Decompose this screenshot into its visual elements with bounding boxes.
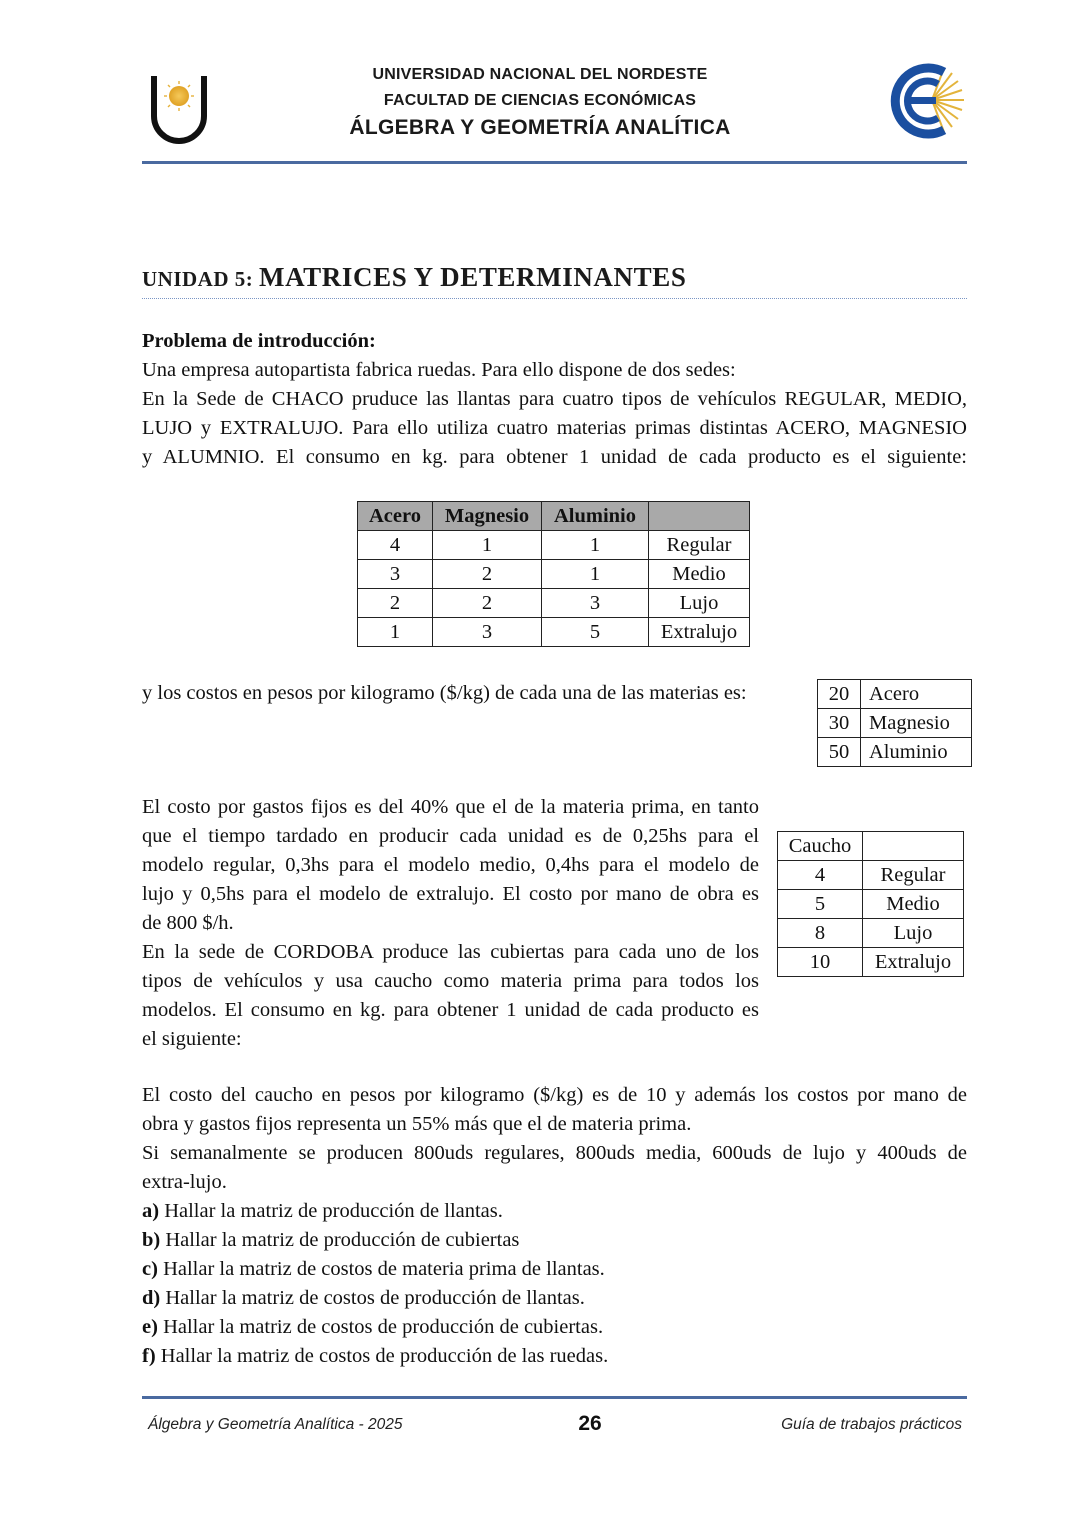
intro-line: Una empresa autopartista fabrica ruedas. Para ello dispone de dos sedes: <box>142 359 736 381</box>
table-cell: 1 <box>358 618 433 647</box>
closing-line: Si semanalmente se producen 800uds regulares, 800uds media, 600uds de lujo y 400uds de <box>142 1142 967 1164</box>
table-row <box>358 589 750 618</box>
table-cell: Medio <box>863 890 964 919</box>
question-item <box>142 1255 967 1284</box>
footer-left: Álgebra y Geometría Analítica - 2025 <box>148 1416 403 1433</box>
fixed-costs-line: En la sede de CORDOBA produce las cubiertas para cada uno de los <box>142 941 759 963</box>
table-cell: Lujo <box>649 589 750 618</box>
table-row <box>818 709 972 738</box>
intro-line: LUJO y EXTRALUJO. Para ello utiliza cuatro materias primas distintas ACERO, MAGNESIO <box>142 417 967 439</box>
table-cell: 10 <box>778 948 863 977</box>
table-cell: 4 <box>358 531 433 560</box>
fixed-costs-line: lujo y 0,5hs para el modelo de extralujo. El costo por mano de obra es <box>142 883 759 905</box>
table-cell: Medio <box>649 560 750 589</box>
costs-text: y los costos en pesos por kilogramo ($/kg) de cada una de las materias es: <box>142 682 747 704</box>
question-item <box>142 1284 967 1313</box>
table-header-row <box>358 502 750 531</box>
question-label: c) <box>142 1258 158 1280</box>
table-cell: 3 <box>358 560 433 589</box>
table-cell: 2 <box>358 589 433 618</box>
fce-sun-e-logo-icon <box>882 60 966 142</box>
table-cell: 3 <box>433 618 542 647</box>
question-text: Hallar la matriz de costos de materia prima de llantas. <box>163 1258 605 1280</box>
table-cell: 30 <box>818 709 861 738</box>
closing-line: extra-lujo. <box>142 1171 227 1193</box>
question-label: a) <box>142 1200 160 1222</box>
table-cell: 1 <box>542 531 649 560</box>
table-row <box>358 618 750 647</box>
table-cell: 3 <box>542 589 649 618</box>
fixed-costs-line: El costo por gastos fijos es del 40% que el de la materia prima, en tanto <box>142 796 759 818</box>
question-text: Hallar la matriz de producción de llantas. <box>164 1200 503 1222</box>
footer-divider <box>142 1396 967 1399</box>
table-cell: Acero <box>861 680 972 709</box>
table-header <box>649 502 750 531</box>
title-divider <box>142 298 967 299</box>
table-cell: 5 <box>542 618 649 647</box>
llantas-consumption-table <box>357 501 750 647</box>
table-cell: Regular <box>649 531 750 560</box>
question-label: b) <box>142 1229 161 1251</box>
table-cell: Lujo <box>863 919 964 948</box>
table-row <box>818 680 972 709</box>
table-cell: 1 <box>542 560 649 589</box>
unne-logo <box>148 72 210 148</box>
fixed-costs-line: modelo regular, 0,3hs para el modelo medio, 0,4hs para el modelo de <box>142 854 759 876</box>
material-costs-table <box>817 679 972 767</box>
unit-title <box>142 262 686 293</box>
table-row <box>818 738 972 767</box>
table-row <box>358 531 750 560</box>
table-cell: 4 <box>778 861 863 890</box>
question-text: Hallar la matriz de costos de producción de las ruedas. <box>160 1345 609 1367</box>
question-item <box>142 1226 967 1255</box>
question-label: f) <box>142 1345 156 1367</box>
fce-logo <box>882 60 966 142</box>
costs-section <box>142 679 802 708</box>
table-cell: 20 <box>818 680 861 709</box>
fixed-costs-line: que el tiempo tardado en producir cada unidad es de 0,25hs para el <box>142 825 759 847</box>
table-cell: Extralujo <box>649 618 750 647</box>
table-row <box>778 919 964 948</box>
unit-name: MATRICES Y DETERMINANTES <box>259 262 687 292</box>
table-header <box>863 832 964 861</box>
question-label: e) <box>142 1316 158 1338</box>
table-header-row <box>778 832 964 861</box>
table-row <box>778 948 964 977</box>
subject-name: ÁLGEBRA Y GEOMETRÍA ANALÍTICA <box>349 116 731 139</box>
fixed-costs-line: de 800 $/h. <box>142 912 234 934</box>
table-cell: Regular <box>863 861 964 890</box>
unit-prefix: UNIDAD 5: <box>142 267 259 291</box>
table-header: Aluminio <box>542 502 649 531</box>
table-cell: 8 <box>778 919 863 948</box>
table-cell: Extralujo <box>863 948 964 977</box>
fixed-costs-line: tipos de vehículos y usa caucho como materia prima para todos los <box>142 970 759 992</box>
table-cell: 1 <box>433 531 542 560</box>
intro-section <box>142 327 967 472</box>
table-row <box>778 890 964 919</box>
table-header: Acero <box>358 502 433 531</box>
question-text: Hallar la matriz de costos de producción de cubiertas. <box>163 1316 604 1338</box>
closing-line: obra y gastos fijos representa un 55% más que el de materia prima. <box>142 1113 692 1135</box>
page-number: 26 <box>578 1412 602 1435</box>
faculty-name: FACULTAD DE CIENCIAS ECONÓMICAS <box>383 92 697 109</box>
intro-heading: Problema de introducción: <box>142 330 376 352</box>
question-text: Hallar la matriz de producción de cubiertas <box>165 1229 520 1251</box>
question-item <box>142 1197 967 1226</box>
closing-section <box>142 1081 967 1371</box>
fixed-costs-section <box>142 793 759 1054</box>
table-header: Magnesio <box>433 502 542 531</box>
footer-right: Guía de trabajos prácticos <box>781 1416 962 1433</box>
table-cell: 2 <box>433 560 542 589</box>
unne-sun-u-logo-icon <box>148 72 210 148</box>
university-name: UNIVERSIDAD NACIONAL DEL NORDESTE <box>372 66 708 83</box>
table-cell: 50 <box>818 738 861 767</box>
table-row <box>358 560 750 589</box>
header-divider <box>142 161 967 164</box>
caucho-consumption-table <box>777 831 964 977</box>
intro-line: y ALUMNIO. El consumo en kg. para obtener 1 unidad de cada producto es el siguiente: <box>142 446 967 468</box>
table-cell: Aluminio <box>861 738 972 767</box>
table-cell: Magnesio <box>861 709 972 738</box>
question-item <box>142 1342 967 1371</box>
question-label: d) <box>142 1287 161 1309</box>
closing-line: El costo del caucho en pesos por kilogramo ($/kg) es de 10 y además los costos por mano de <box>142 1084 967 1106</box>
fixed-costs-line: modelos. El consumo en kg. para obtener 1 unidad de cada producto es <box>142 999 759 1021</box>
table-row <box>778 861 964 890</box>
intro-line: En la Sede de CHACO pruduce las llantas para cuatro tipos de vehículos REGULAR, MEDIO, <box>142 388 967 410</box>
table-cell: 2 <box>433 589 542 618</box>
question-text: Hallar la matriz de costos de producción de llantas. <box>165 1287 585 1309</box>
table-header: Caucho <box>778 832 863 861</box>
fixed-costs-line: el siguiente: <box>142 1028 242 1050</box>
question-item <box>142 1313 967 1342</box>
table-cell: 5 <box>778 890 863 919</box>
